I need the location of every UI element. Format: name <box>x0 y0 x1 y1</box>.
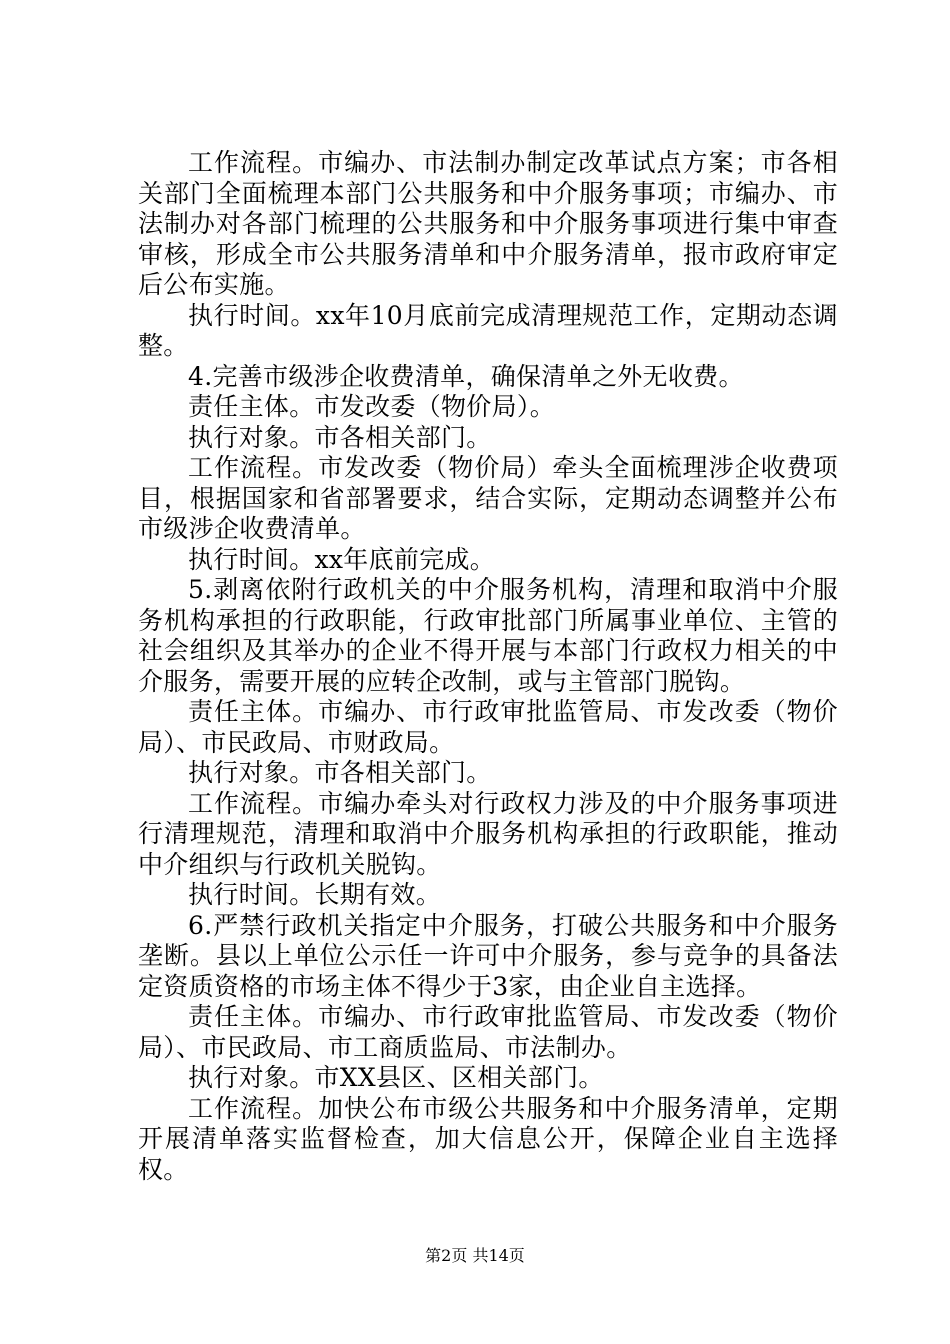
document-body <box>138 148 838 1185</box>
paragraph: 4.完善市级涉企收费清单，确保清单之外无收费。 <box>188 361 744 391</box>
paragraph: 责任主体。市发改委（物价局）。 <box>188 392 556 421</box>
paragraph: 执行对象。市各相关部门。 <box>188 422 492 452</box>
paragraph: 5.剥离依附行政机关的中介服务机构，清理和取消中介服务机构承担的行政职能，行政审批部门所属事业单位、主管的社会组织及其举办的企业不得开展与本部门行政权力相关的中介服务，需要开展的应转企改制，或与主管部门脱钩。 <box>138 575 838 696</box>
page-footer <box>0 1243 950 1266</box>
paragraph: 责任主体。市编办、市行政审批监管局、市发改委（物价局）、市民政局、市工商质监局、市法制办。 <box>138 1002 838 1062</box>
paragraph: 工作流程。市编办、市法制办制定改革试点方案；市各相关部门全面梳理本部门公共服务和中介服务事项；市编办、市法制办对各部门梳理的公共服务和中介服务事项进行集中审查审核，形成全市公共服务清单和中介服务清单，报市政府审定后公布实施。 <box>138 148 838 299</box>
paragraph: 执行时间。xx年底前完成。 <box>188 544 496 574</box>
paragraph: 工作流程。加快公布市级公共服务和中介服务清单，定期开展清单落实监督检查，加大信息公开，保障企业自主选择权。 <box>138 1093 838 1184</box>
paragraph: 工作流程。市发改委（物价局）牵头全面梳理涉企收费项目，根据国家和省部署要求，结合实际，定期动态调整并公布市级涉企收费清单。 <box>138 453 838 543</box>
paragraph: 执行对象。市各相关部门。 <box>188 758 492 787</box>
paragraph: 执行时间。xx年10月底前完成清理规范工作，定期动态调整。 <box>138 300 838 360</box>
paragraph: 责任主体。市编办、市行政审批监管局、市发改委（物价局）、市民政局、市财政局。 <box>138 697 838 757</box>
paragraph: 执行对象。市XX县区、区相关部门。 <box>188 1063 604 1092</box>
paragraph: 6.严禁行政机关指定中介服务，打破公共服务和中介服务垄断。县以上单位公示任一许可中介服务，参与竞争的具备法定资质资格的市场主体不得少于3家，由企业自主选择。 <box>138 910 838 1001</box>
paragraph: 工作流程。市编办牵头对行政权力涉及的中介服务事项进行清理规范，清理和取消中介服务机构承担的行政职能，推动中介组织与行政机关脱钩。 <box>138 788 838 879</box>
paragraph: 执行时间。长期有效。 <box>188 880 442 909</box>
page-number: 第2页 共14页 <box>425 1246 525 1265</box>
